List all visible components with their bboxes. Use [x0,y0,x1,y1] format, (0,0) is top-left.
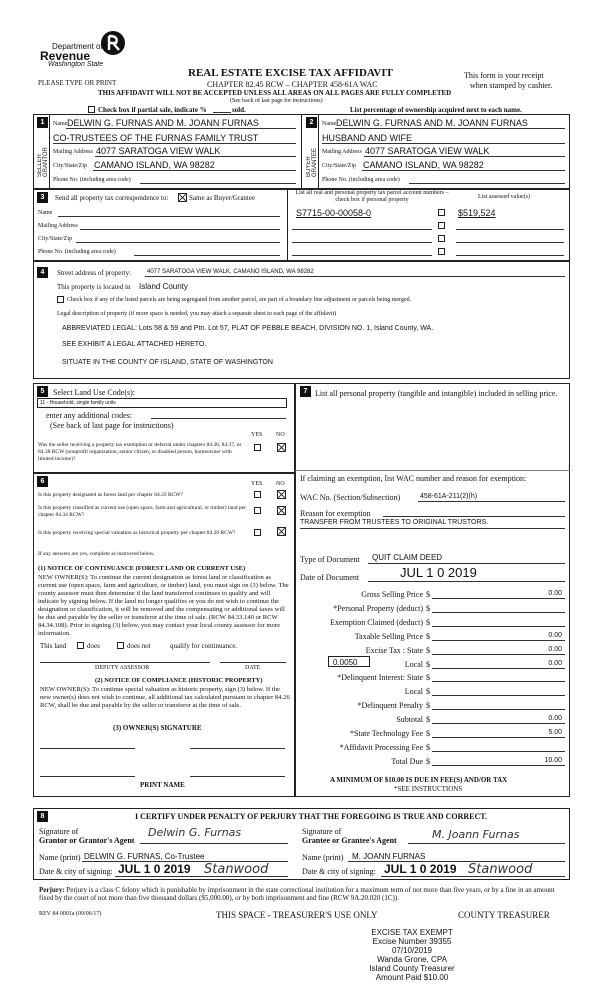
seller-city[interactable]: CAMANO ISLAND, WA 98282 [94,160,215,170]
deputy-date-label: DATE [245,665,261,671]
legal-line3[interactable]: SITUATE IN THE COUNTY OF ISLAND, STATE OF WASHINGTON [62,359,273,366]
deputy-assessor-label: DEPUTY ASSESSOR [95,665,150,671]
grantor-name-label: Name (print) [39,853,81,862]
personal-property-checkbox-4[interactable] [438,248,445,255]
minimum-line2: *SEE INSTRUCTIONS [394,785,463,793]
section8-number: 8 [37,811,48,822]
s6-q2-no-checkbox[interactable] [277,506,286,515]
s3-city-label: City/State/Zip [38,236,72,242]
grantee-city[interactable]: Stanwood [468,862,533,877]
dept-line2: Revenue [40,49,91,63]
fee-row-label: Gross Selling Price [361,590,423,599]
fee-row-currency: $ [426,604,430,613]
legal-label: Legal description of property (if more space is needed, you may attach a separate sheet to each page of the affidavit) [57,311,337,317]
s3-phone-field[interactable] [134,255,280,256]
grantor-signature[interactable]: Delwin G. Furnas [148,826,242,839]
s3-name-field[interactable] [58,216,280,217]
stamp-line3: 07/10/2019 [391,946,433,955]
deputy-date-line[interactable] [220,662,286,663]
grantor-city[interactable]: Stanwood [204,862,269,877]
local-rate: 0.0050 [333,658,358,667]
reason-label: Reason for exemption [300,509,371,518]
fee-row-label: *Delinquent Interest: State [337,673,423,682]
doc-type-value[interactable]: QUIT CLAIM DEED [372,553,443,562]
section7-number: 7 [300,386,311,397]
buyer-city-label: City/State/Zip [322,163,356,169]
stamp-line4: Wanda Grone, CPA [377,955,447,964]
land-use-select[interactable] [37,398,287,408]
qualify-label: qualify for continuance. [170,642,238,650]
section2-number: 2 [306,117,317,128]
grantor-date-label: Date & city of signing: [39,867,113,876]
s6-no: NO [276,481,285,487]
notice2-body: NEW OWNER(S): To continue special valuation as historic property, sign (3) below. If the new owner(s) does not wish to continue, all additional tax calculated pursuant to chapter 84.26 RCW, shall be due and payable by the seller or transferor at the time of sale. [40,686,290,709]
same-as-buyer-label: Same as Buyer/Grantee [189,194,256,202]
treasurer-space: THIS SPACE - TREASURER'S USE ONLY [216,910,378,920]
see-back: (See back of last page for instructions) [230,98,323,104]
fee-row-line [432,640,565,641]
partial-sale-label: Check box if partial sale, indicate % [98,106,207,114]
segregated-checkbox[interactable] [57,296,64,303]
owners-signature-title: (3) OWNER(S) SIGNATURE [113,724,202,732]
personal-property-label: List all personal property (tangible and intangible) included in selling price. [315,389,558,398]
buyer-phone-label: Phone No. (including area code) [322,177,400,183]
section4-number: 4 [37,267,48,278]
does-checkbox[interactable] [77,642,84,649]
fee-row-currency: $ [426,715,430,724]
notice2-title: (2) NOTICE OF COMPLIANCE (HISTORIC PROPERTY) [95,677,263,684]
doc-date-value[interactable]: JUL 1 0 2019 [400,565,477,580]
claim-exemption-label: If claiming an exemption, list WAC number and reason for exemption: [300,474,527,483]
form-chapter: CHAPTER 82.45 RCW – CHAPTER 458-61A WAC [207,80,378,89]
fee-row-line [432,654,565,655]
personal-property-checkbox-1[interactable] [438,209,445,216]
additional-codes-field[interactable] [151,418,286,419]
fee-row-label: *Affidavit Processing Fee [339,743,423,752]
legal-line2[interactable]: SEE EXHIBIT A LEGAL ATTACHED HERETO. [62,341,207,348]
land-use-label: Select Land Use Code(s): [53,388,135,397]
section3-number: 3 [37,192,48,203]
fee-row-currency: $ [426,590,430,599]
perjury-body: Perjury is a class C felony which is punishable by imprisonment in the state correctional institution for a maximum term of not more than five years, or by a fine in an amount fixed by the court of not more than five thousand dollars ($5,000.00), or by both imprisonment and fine (RCW 9A.20.020 (1C)). [39,886,555,902]
section1-number: 1 [37,117,48,128]
fee-row-line [432,723,565,724]
s5-no-checkbox[interactable] [277,443,286,452]
fee-row-value[interactable]: 0.00 [548,646,562,653]
fee-row-value[interactable]: 10.00 [544,757,562,764]
fee-row-currency: $ [426,729,430,738]
grantee-sig-label: Signature of [302,827,342,836]
s6-q3-no-checkbox[interactable] [277,527,286,536]
deputy-assessor-line[interactable] [40,662,210,663]
fee-row-line [432,765,565,766]
s3-city-field[interactable] [76,242,280,243]
fee-row-label: Excise Tax : State [365,646,423,655]
fee-row-currency: $ [426,673,430,682]
personal-property-checkbox-2[interactable] [438,222,445,229]
buyer-name-label: Name [322,121,337,127]
reason-value[interactable]: TRANSFER FROM TRUSTEES TO ORIGINAL TRUSTORS. [300,519,489,526]
section5-number: 5 [37,386,48,397]
s3-name-label: Name [38,210,53,216]
seller-mail-label: Mailing Address [53,149,93,155]
s3-mail-label: Mailing Address [38,223,78,229]
doc-date-label: Date of Document [300,573,360,582]
grantor-agent-label: Grantor or Grantor's Agent [39,836,135,845]
fee-row-line [432,709,565,710]
fee-row-value[interactable]: 0.00 [548,660,562,667]
s6-q3-yes-checkbox[interactable] [254,529,261,536]
fee-row-label: Local [404,660,423,669]
send-correspondence-label: Send all property tax correspondence to: [55,194,169,202]
seller-mail[interactable]: 4077 SARATOGA VIEW WALK [96,146,221,156]
buyer-side-label: BUYER GRANTEE [306,147,318,177]
same-as-buyer-checkbox[interactable] [178,193,187,202]
buyer-phone-field[interactable] [409,183,565,184]
parcel-list-header: List all real and personal property tax parcel account numbers – check box if personal property [295,190,449,203]
grantee-name[interactable]: M. JOANN FURNAS [352,852,426,861]
dept-line1: Department of [52,42,103,51]
fee-row-label: Total Due [391,757,423,766]
minimum-line1: A MINIMUM OF $10.00 IS DUE IN FEE(S) AND/OR TAX [330,776,508,784]
seller-name-label: Name [53,121,68,127]
owner-sig-line-2[interactable] [190,748,285,749]
grantee-name-label: Name (print) [302,853,344,862]
s5-question: Was the seller receiving a property tax exemption or deferral under chapters 84.36, 84.37, or 84.38 RCW (nonprofit organization, senior citizen, or disabled person, homeowner with limited income)? [38,442,242,462]
s3-phone-label: Phone No. (including area code) [38,249,116,255]
fee-row-value[interactable]: 0.00 [548,632,562,639]
fee-row-line [432,626,565,627]
notice1-body: NEW OWNER(S): To continue the current designation as forest land or classification as current use (open space, farm and agriculture, or timber) land, you must sign on (3) below. The county assessor must then determine if the land transferred continues to qualify and will indicate by signing below. If the land no longer qualifies or you do not wish to continue the designation or classification, it will be removed and the compensating or additional taxes will be due and payable by the seller or transferor at the time of sale. (RCW 84.33.140 or RCW 84.34.108). Prior to signing (3) below, you may contact your local county assessor for more information. [38,574,289,637]
fee-row-currency: $ [426,743,430,752]
fee-row-currency: $ [426,646,430,655]
sold-label: sold. [232,106,246,114]
revenue-logo-icon [100,30,126,56]
wac-value[interactable]: 458-61A-211(2)(h) [420,493,478,500]
wac-label: WAC No. (Section/Subsection) [300,493,401,502]
fee-row-line [432,751,565,752]
buyer-mail-label: Mailing Address [322,149,362,155]
s6-q2: Is this property classified as current use (open space, farm and agricultural, or timber) land per chapter 84.34 RCW? [38,505,246,518]
fee-row-currency: $ [426,701,430,710]
certify-statement: I CERTIFY UNDER PENALTY OF PERJURY THAT THE FOREGOING IS TRUE AND CORRECT. [135,812,488,821]
assessed-header: List assessed value(s) [478,194,530,200]
partial-sale-checkbox[interactable] [88,106,95,113]
does-not-checkbox[interactable] [117,642,124,649]
street-address[interactable]: 4077 SARATOGA VIEW WALK, CAMANO ISLAND, WA 98282 [147,269,314,275]
receipt-line2: when stamped by cashier. [470,81,553,90]
street-label: Street address of property: [57,269,132,277]
fee-row-label: *Delinquent Penalty [357,701,423,710]
s6-q1-yes-checkbox[interactable] [254,491,261,498]
county-treasurer: COUNTY TREASURER [458,910,550,920]
legal-line1[interactable]: ABBREVIATED LEGAL: Lots 58 & 59 and Ptn. Lot 57, PLAT OF PEBBLE BEACH, DIVISION NO. 1, Island County, WA. [62,325,434,332]
segregated-label: Check box if any of the listed parcels are being segregated from another parcel, are part of a boundary line adjustment or parcels being merged. [67,297,412,303]
seller-city-label: City/State/Zip [53,163,87,169]
fee-row-value[interactable]: 0.00 [548,715,562,722]
s3-mail-field[interactable] [80,229,280,230]
s6-q2-yes-checkbox[interactable] [254,507,261,514]
fee-row-currency: $ [426,660,430,669]
print-name-label: PRINT NAME [140,781,185,789]
s5-no: NO [276,432,285,438]
ownership-label: List percentage of ownership acquired next to each name. [350,106,522,114]
fee-row-value[interactable]: 5.00 [548,729,562,736]
seller-side-label: SELLER GRANTOR [37,147,49,177]
s6-q3: Is this property receiving special valuation as historical property per chapter 84.26 RCW? [38,530,236,536]
fee-row-currency: $ [426,618,430,627]
form-title: REAL ESTATE EXCISE TAX AFFIDAVIT [188,67,393,79]
if-any-yes: If any answers are yes, complete as instructed below. [38,551,155,557]
parties-divider [301,114,302,189]
please-type: PLEASE TYPE OR PRINT [38,79,117,87]
owner-print-line-1[interactable] [40,776,135,777]
personal-property-checkbox-3[interactable] [438,235,445,242]
doc-type-label: Type of Document [300,555,360,564]
local-rate-box[interactable] [328,656,370,667]
grantor-date[interactable]: JUL 1 0 2019 [118,862,191,876]
grantee-date[interactable]: JUL 1 0 2019 [384,862,457,876]
grantee-date-label: Date & city of signing: [302,867,376,876]
fee-row-label: Exemption Claimed (deduct) [330,618,423,627]
section6-number: 6 [37,476,48,487]
grantee-agent-label: Grantee or Grantee's Agent [302,836,397,845]
s5-see-back: (See back of last page for instructions) [50,421,174,430]
stamp-line6: Amount Paid $10.00 [375,973,449,982]
grantee-signature[interactable]: M. Joann Furnas [432,828,520,841]
fee-row-label: Local [404,687,423,696]
seller-phone-label: Phone No. (including area code) [53,177,131,183]
located-label: This property is located in [57,283,131,291]
perjury-text [39,886,569,902]
form-notice: THIS AFFIDAVIT WILL NOT BE ACCEPTED UNLESS ALL AREAS ON ALL PAGES ARE FULLY COMPLETED [98,89,452,97]
fee-row-line [432,737,565,738]
fee-row-value[interactable]: 0.00 [548,590,562,597]
owner-sig-line-1[interactable] [40,748,135,749]
buyer-mail[interactable]: 4077 SARATOGA VIEW WALK [365,146,490,156]
seller-name2[interactable]: CO-TRUSTEES OF THE FURNAS FAMILY TRUST [53,133,259,143]
grantor-name[interactable]: DELWIN G. FURNAS, Co-Trustee [84,852,205,861]
dept-line3: Washington State [48,61,104,68]
rev-number: REV 84 0001a (09/06/17) [39,911,102,917]
buyer-name2[interactable]: HUSBAND AND WIFE [322,133,413,143]
buyer-city[interactable]: CAMANO ISLAND, WA 98282 [363,160,484,170]
land-use-code: 11 - Household, single family units [40,400,116,406]
fee-row-currency: $ [426,687,430,696]
stamp-line2: Excise Number 39355 [372,937,452,946]
fee-row-line [432,598,565,599]
buyer-name[interactable]: DELWIN G. FURNAS AND M. JOANN FURNAS [336,118,528,128]
fee-row-currency: $ [426,757,430,766]
treasurer-stamp [352,928,472,982]
fee-row-line [432,668,565,669]
fee-row-label: *State Technology Fee [349,729,423,738]
stamp-line5: Island County Treasurer [369,964,455,973]
perjury-label: Perjury: [39,886,65,894]
s6-q1: Is this property designated as forest land per chapter 84.33 RCW? [38,492,183,498]
fee-row-line [432,681,565,682]
fee-row-label: Taxable Selling Price [354,632,423,641]
partial-percent-line[interactable] [213,112,231,113]
fee-row-currency: $ [426,632,430,641]
does-not-label: does not [127,642,151,650]
seller-name[interactable]: DELWIN G. FURNAS AND M. JOANN FURNAS [67,118,259,128]
s6-q1-no-checkbox[interactable] [277,490,286,499]
seller-phone-field[interactable] [140,183,296,184]
does-label: does [87,642,100,650]
notice1-title: (1) NOTICE OF CONTINUANCE (FOREST LAND OR CURRENT USE) [38,565,246,572]
s5-yes-checkbox[interactable] [254,444,261,451]
receipt-line1: This form is your receipt [464,71,544,80]
stamp-line1: EXCISE TAX EXEMPT [371,928,453,937]
assessed-value[interactable]: $519,524 [458,208,496,218]
county-value[interactable]: Island County [139,282,188,291]
s6-yes: YES [251,481,263,487]
grantor-sig-label: Signature of [39,827,79,836]
additional-codes-label: enter any additional codes: [46,411,132,420]
parcel-number[interactable]: S7715-00-00058-0 [296,208,372,218]
fee-row-line [432,695,565,696]
fee-row-line [432,612,565,613]
owner-print-line-2[interactable] [190,776,285,777]
this-land-label: This land [40,642,67,650]
s5-yes: YES [251,432,263,438]
fee-row-label: *Personal Property (deduct) [333,604,423,613]
fee-row-label: Subtotal [396,715,423,724]
